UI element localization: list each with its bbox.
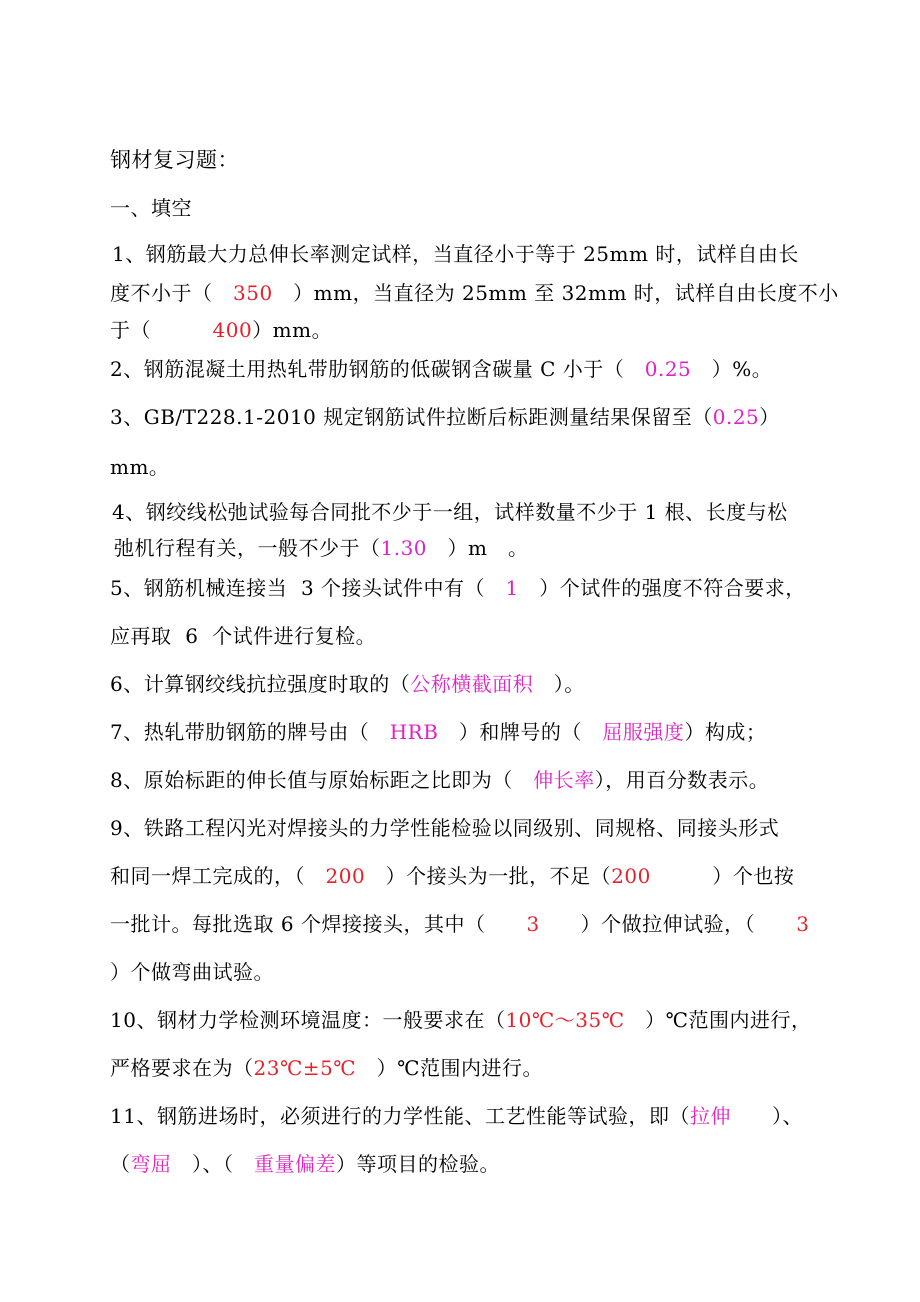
q9-text-d: 一批计。每批选取 6 个焊接接头，其中（ — [110, 912, 527, 936]
q11-text-b: ）、 — [730, 1104, 803, 1128]
q10-line-2 — [110, 1055, 543, 1081]
q1-answer-1: 350 — [233, 281, 273, 305]
q11-answer-2: 弯屈 — [130, 1152, 172, 1176]
q10-answer-2: 23℃±5℃ — [253, 1056, 357, 1080]
q1-line-3 — [110, 317, 332, 343]
q7-text-a: 7、热轧带肋钢筋的牌号由（ — [110, 720, 390, 744]
q4-answer: 1.30 — [380, 536, 428, 560]
q2-line — [110, 356, 772, 382]
q10-answer-1: 10℃～35℃ — [505, 1008, 625, 1032]
q11-line-2 — [110, 1151, 500, 1177]
q7-line — [110, 719, 766, 745]
q3-text-a: 3、GB/T228.1-2010 规定钢筋试件拉断后标距测量结果保留至（ — [110, 405, 713, 429]
q3-line-1 — [110, 404, 780, 430]
q4-line-2 — [114, 535, 529, 561]
q1-text-c: 于（ — [110, 318, 213, 342]
q8-text-a: 8、原始标距的伸长值与原始标距之比即为（ — [110, 768, 534, 792]
q5-line-2: 应再取 6 个试件进行复检。 — [110, 624, 377, 648]
q5-text-b: ）个试件的强度不符合要求， — [518, 576, 806, 600]
q7-text-c: ）构成； — [684, 720, 767, 744]
q10-text-a: 10、钢材力学检测环境温度：一般要求在（ — [110, 1008, 506, 1032]
document-title: 钢材复习题： — [110, 148, 239, 172]
q8-answer: 伸长率 — [533, 768, 595, 792]
q1-text-d: ）mm。 — [252, 318, 333, 342]
q7-answer-1: HRB — [389, 720, 439, 744]
q6-text-a: 6、计算钢绞线抗拉强度时取的（ — [110, 672, 411, 696]
q11-text-a: 11、钢筋进场时，必须进行的力学性能、工艺性能等试验，即（ — [110, 1104, 690, 1128]
q11-text-c: （ — [110, 1152, 131, 1176]
q6-answer: 公称横截面积 — [410, 672, 534, 696]
q7-text-b: ）和牌号的（ — [438, 720, 603, 744]
q3-line-2: mm。 — [110, 455, 170, 479]
q11-text-d: ）、（ — [171, 1152, 254, 1176]
q9-line-1: 9、铁路工程闪光对焊接头的力学性能检验以同级别、同规格、同接头形式 — [110, 816, 780, 840]
q2-text-b: ）%。 — [691, 357, 773, 381]
q3-text-b: ） — [759, 405, 780, 429]
q9-text-c: ）个也按 — [650, 864, 795, 888]
q10-text-b: ）℃范围内进行， — [624, 1008, 812, 1032]
q9-line-3 — [110, 911, 809, 937]
q11-line-1 — [110, 1103, 803, 1129]
q1-line-2 — [110, 280, 839, 306]
q11-answer-1: 拉伸 — [689, 1104, 731, 1128]
q9-line-4: ）个做弯曲试验。 — [110, 960, 274, 984]
q2-text-a: 2、钢筋混凝土用热轧带肋钢筋的低碳钢含碳量 C 小于（ — [110, 357, 645, 381]
q11-text-e: ）等项目的检验。 — [336, 1152, 500, 1176]
q8-text-b: ），用百分数表示。 — [594, 768, 770, 792]
q10-text-c: 严格要求在为（ — [110, 1056, 254, 1080]
q2-answer: 0.25 — [644, 357, 692, 381]
q5-line-1 — [110, 575, 806, 601]
q9-answer-4: 3 — [796, 912, 810, 936]
q4-text-a: 弛机行程有关，一般不少于（ — [114, 536, 381, 560]
q8-line — [110, 767, 769, 793]
q10-text-d: ）℃范围内进行。 — [356, 1056, 544, 1080]
q9-text-b: ）个接头为一批，不足（ — [365, 864, 612, 888]
q1-text-a: 度不小于（ — [110, 281, 233, 305]
q6-line — [110, 671, 585, 697]
q9-text-e: ）个做拉伸试验，（ — [539, 912, 797, 936]
q1-text-b: ）mm，当直径为 25mm 至 32mm 时，试样自由长度不小 — [272, 281, 839, 305]
q5-answer: 1 — [505, 576, 519, 600]
section-heading: 一、填空 — [110, 196, 192, 220]
q4-line-1: 4、钢绞线松弛试验每合同批不少于一组，试样数量不少于 1 根、长度与松 — [112, 500, 788, 524]
q9-answer-1: 200 — [325, 864, 366, 888]
q1-answer-2: 400 — [212, 318, 253, 342]
q11-answer-3: 重量偏差 — [254, 1152, 336, 1176]
q9-answer-3: 3 — [526, 912, 540, 936]
q6-text-b: ）。 — [533, 672, 585, 696]
q7-answer-2: 屈服强度 — [602, 720, 685, 744]
q3-answer: 0.25 — [712, 405, 760, 429]
q9-text-a: 和同一焊工完成的，（ — [110, 864, 326, 888]
q9-answer-2: 200 — [611, 864, 651, 888]
q5-text-a: 5、钢筋机械连接当 3 个接头试件中有（ — [110, 576, 506, 600]
q1-line-1: 1、钢筋最大力总伸长率测定试样，当直径小于等于 25mm 时，试样自由长 — [112, 242, 799, 266]
q9-line-2 — [110, 863, 794, 889]
q4-text-b: ）m 。 — [427, 536, 529, 560]
q10-line-1 — [110, 1007, 811, 1033]
